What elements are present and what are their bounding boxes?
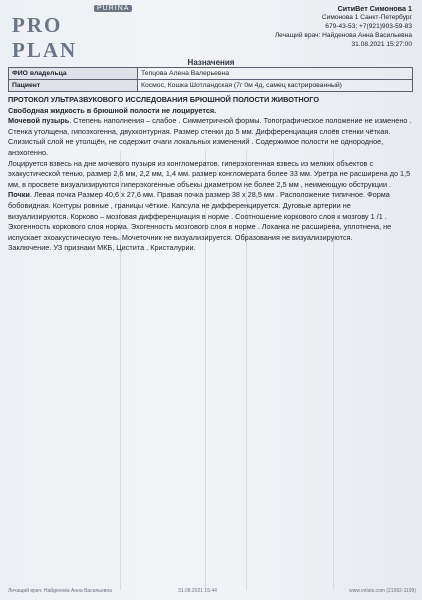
- page-footer: [0, 588, 422, 598]
- kidneys-text: . Левая почка Размер 40,6 х 27,6 мм. Правая почка размер 38 х 28,5 мм . Расположение типичное. Форма бобовидная. Контуры ровные , границы чёткие. Капсула не дифференцируется. Дуговые артерии не визуализируются. Корково – мозговая дифференциация в норме . Соотношение коркового слоя к мозгову 1 /1 . Эхогенность коркового слоя норма. Эхогенность мозгового слоя в норме . Лоханка не расширена, уплотнена, не испускает эхоакустическую тень. Мочеточник не визуализируется. Образования не визуализируются.: [8, 190, 392, 242]
- sediment-paragraph: Лоцируется взвесь на дне мочевого пузыря из конгломератов. гиперэхогенная взвесь из мелких объектов с эхакустической тенью, размер 2,6 мм, 2,2 мм, 1,4 мм. размер конгломерата более 33 мм. Уретра не расширена до 1,5 мм, в просвете визуализируются гиперэхогенные объекы диаметром не более 2,5 мм , неимеющую обструкции .: [8, 158, 411, 189]
- attending-doctor: Лечащий врач: Найденова Анна Васильевна: [274, 32, 412, 39]
- conclusion: Заключение. УЗ признаки МКБ, Цистита , Кристалурии.: [8, 243, 196, 253]
- bladder-label: Мочевой пузырь: [8, 116, 70, 126]
- footer-datetime: 31.08.2021 15:44: [178, 588, 217, 594]
- clinic-info: [275, 4, 412, 49]
- kidneys-paragraph: [8, 190, 412, 243]
- owner-value: Тепцова Алена Валерьевна: [138, 68, 413, 80]
- table-row: [9, 68, 413, 80]
- purina-logo-text: PURINA: [94, 5, 132, 12]
- bladder-text: . Степень наполнения – слабое . Симметричной формы. Топографическое положение не изменено . Стенка утолщена, гипоэхогенна, двухконтурная. Размер стенки до 5 мм. Дифференциация слоёв стенки чёткая. Слизистый слой не утолщён, не содержит очаги локальных изменений . Содержимое полости не однородное, анэхогенно.: [8, 116, 412, 157]
- brand-name: PRO PLAN: [12, 13, 78, 62]
- patient-label: Пациент: [9, 80, 138, 92]
- report-heading: ПРОТОКОЛ УЛЬТРАЗВУКОВОГО ИССЛЕДОВАНИЯ БРЮШНОЙ ПОЛОСТИ ЖИВОТНОГО: [8, 95, 319, 104]
- bladder-paragraph: [8, 116, 412, 158]
- clinic-address: Симонова 1 Санкт-Петербург: [321, 14, 412, 21]
- footer-url: www.vetais.com (21992-1199): [349, 588, 416, 594]
- report-body: [8, 95, 412, 254]
- header-datetime: 31.08.2021 15:27:00: [351, 41, 412, 48]
- table-row: [9, 80, 413, 92]
- patient-info-table: [8, 67, 413, 92]
- free-fluid-line: Свободная жидкость в брюшной полости не лоцируется.: [8, 105, 217, 115]
- footer-doctor: Лечащий врач: Найденова Анна Васильевна: [8, 588, 112, 594]
- kidneys-label: Почки: [8, 190, 30, 200]
- clinic-phones: 679-43-53; +7(921)903-59-83: [325, 23, 412, 30]
- page-title: Назначения: [187, 58, 235, 67]
- clinic-name: СитиВет Симонова 1: [337, 4, 412, 13]
- owner-label: ФИО владельца: [9, 68, 138, 80]
- patient-value: Космос, Кошка Шотландская (7г 0м 4д, самец кастрированный): [138, 80, 413, 92]
